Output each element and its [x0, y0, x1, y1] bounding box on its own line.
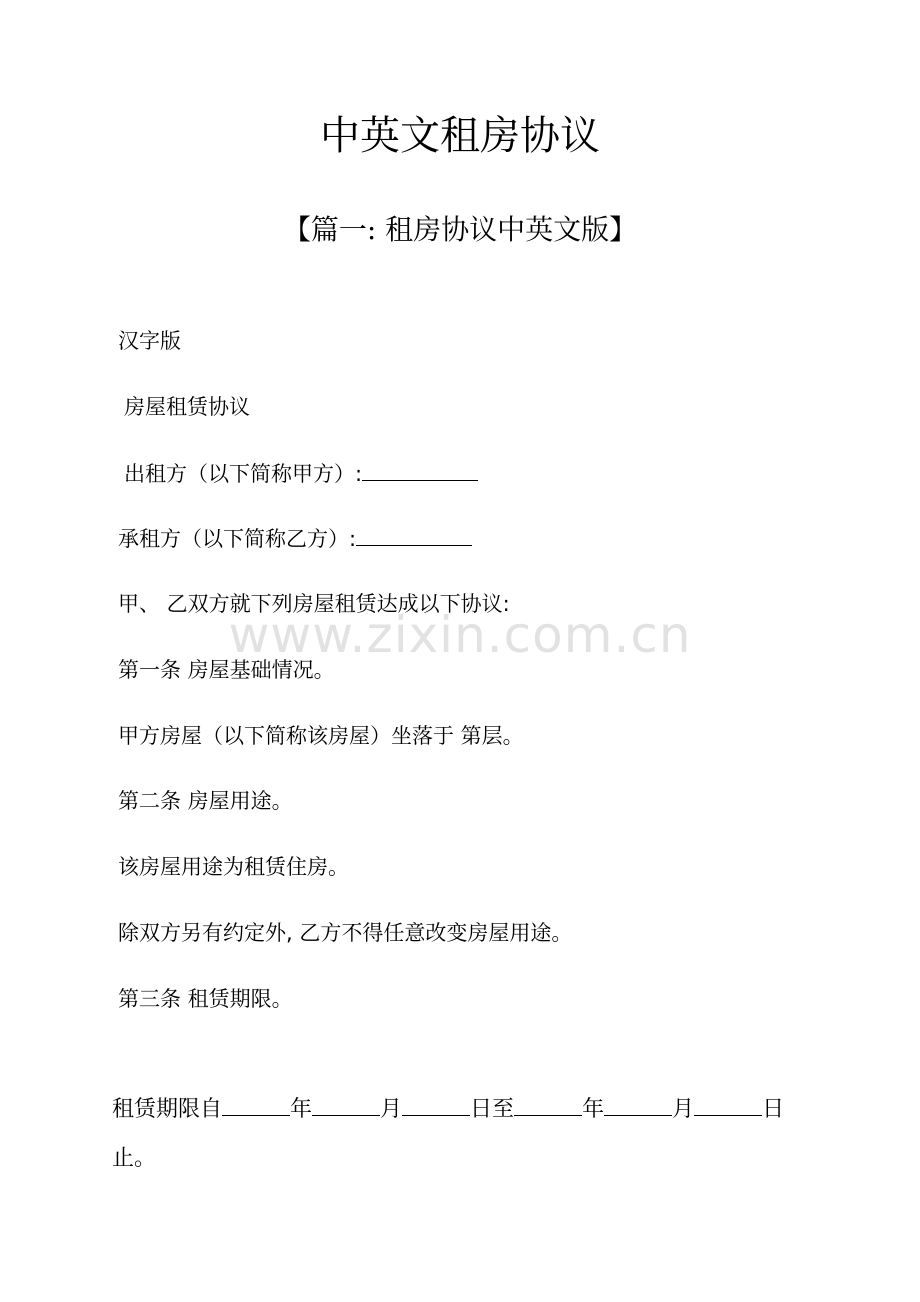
article-3-heading: 第三条 租赁期限。 [118, 987, 293, 1011]
start-day-blank [402, 1093, 470, 1116]
article-1-heading: 第一条 房屋基础情况。 [118, 658, 335, 682]
lessor-blank [362, 458, 478, 481]
end-day-blank [694, 1093, 762, 1116]
term-day-2: 日 [762, 1097, 785, 1122]
lessor-label: 出租方（以下简称甲方）: [124, 462, 363, 486]
end-month-blank [604, 1093, 672, 1116]
document-subtitle: 【篇一: 租房协议中英文版】 [282, 213, 638, 246]
term-prefix: 租赁期限自 [112, 1097, 223, 1122]
article-1-text: 甲方房屋（以下简称该房屋）坐落于 第层。 [118, 724, 524, 748]
start-month-blank [312, 1093, 380, 1116]
article-2-heading: 第二条 房屋用途。 [118, 789, 293, 813]
lease-term-line [112, 1093, 784, 1125]
end-year-blank [514, 1093, 582, 1116]
agreement-heading: 房屋租赁协议 [124, 395, 250, 419]
term-month-2: 月 [672, 1097, 695, 1122]
term-day-1: 日至 [470, 1097, 515, 1122]
document-title: 中英文租房协议 [320, 113, 600, 159]
start-year-blank [222, 1093, 290, 1116]
lessee-line [118, 523, 472, 554]
agreement-intro: 甲、 乙双方就下列房屋租赁达成以下协议: [118, 592, 510, 616]
lessee-label: 承租方（以下简称乙方）: [118, 527, 357, 551]
watermark: www.zixin.com.cn [228, 606, 692, 664]
term-year-2: 年 [582, 1097, 605, 1122]
lessor-line [124, 458, 478, 489]
version-label: 汉字版 [118, 329, 181, 353]
term-month-1: 月 [380, 1097, 403, 1122]
article-2-text-2: 除双方另有约定外, 乙方不得任意改变房屋用途。 [118, 921, 573, 945]
article-2-text-1: 该房屋用途为租赁住房。 [118, 855, 349, 879]
lease-term-end: 止。 [112, 1146, 157, 1171]
lessee-blank [356, 523, 472, 546]
term-year-1: 年 [290, 1097, 313, 1122]
